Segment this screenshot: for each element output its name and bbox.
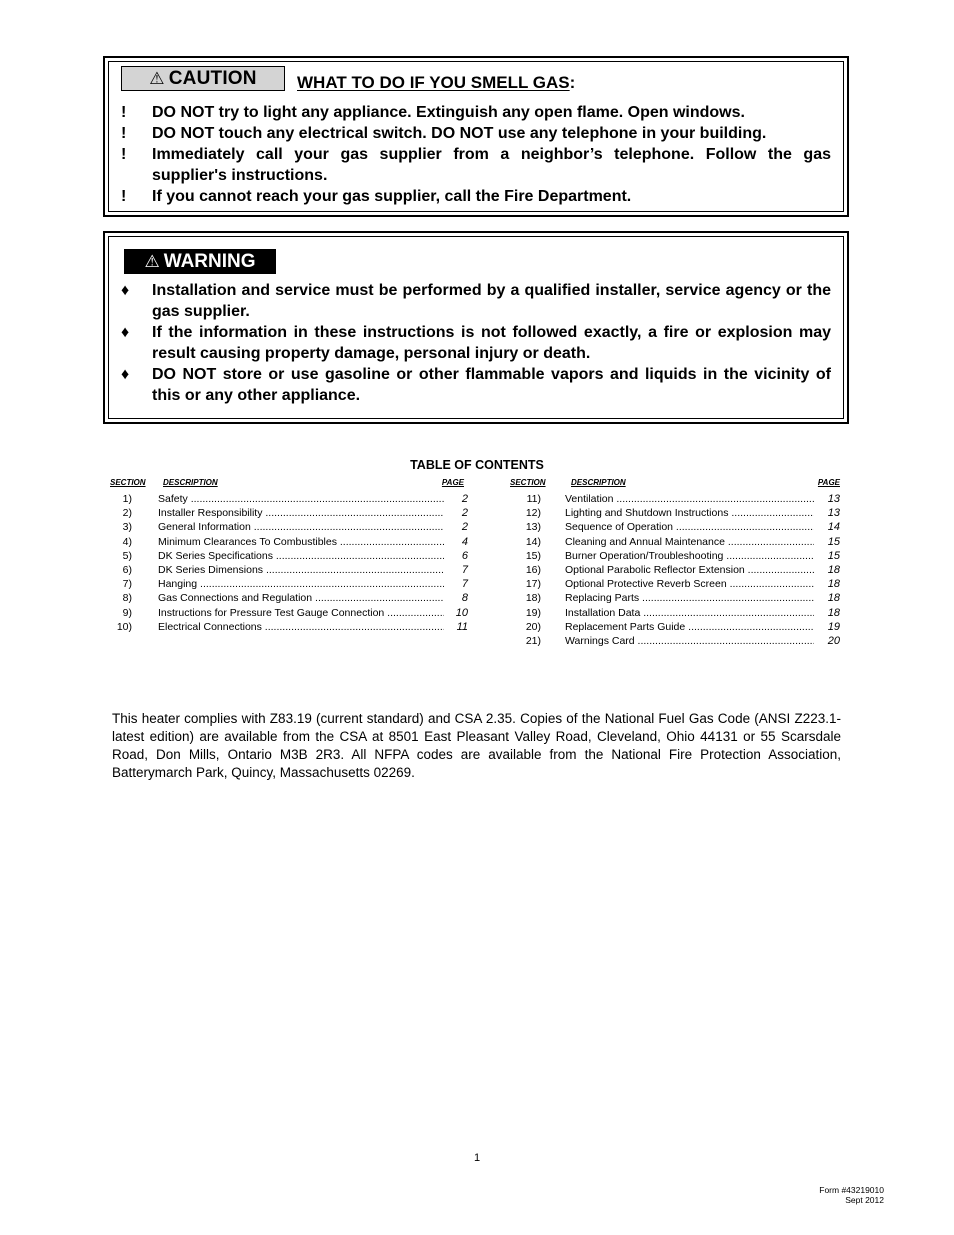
- toc-row: [110, 492, 470, 506]
- toc-left-header: [110, 478, 470, 492]
- caution-item: [121, 144, 831, 186]
- toc-section-number: 12): [525, 507, 541, 520]
- warning-list: [121, 280, 831, 406]
- exclamation-icon: !: [121, 104, 127, 121]
- toc-page-number: 18: [827, 563, 840, 576]
- toc-row: [110, 606, 470, 620]
- toc-row: [510, 620, 842, 634]
- caution-title-colon: :: [569, 73, 576, 92]
- toc-page-number: 7: [461, 563, 468, 576]
- toc-row: [110, 520, 470, 534]
- toc-section-number: 19): [525, 606, 541, 619]
- caution-badge-label: CAUTION: [168, 67, 257, 89]
- toc-row: [510, 492, 842, 506]
- toc-section-number: 21): [525, 634, 541, 647]
- toc-row: [510, 563, 842, 577]
- page-number: 1: [473, 1152, 481, 1164]
- toc-page-number: 18: [827, 606, 840, 619]
- warning-item: [121, 364, 831, 406]
- toc-description: Ventilation .....: [565, 492, 814, 506]
- warning-triangle-icon: ⚠: [149, 69, 165, 88]
- toc-description: DK Series Dimensions .....: [158, 563, 444, 577]
- toc-row: [110, 620, 470, 634]
- form-info: [819, 1185, 884, 1205]
- warning-item-text: Installation and service must be performed by a qualified installer, service agency or the gas supplier.: [152, 282, 831, 320]
- toc-description: Electrical Connections .....: [158, 620, 444, 634]
- toc-description: Optional Protective Reverb Screen .....: [565, 577, 814, 591]
- toc-description: Hanging .....: [158, 577, 444, 591]
- caution-item-text: DO NOT touch any electrical switch. DO NOT use any telephone in your building.: [152, 125, 767, 142]
- toc-row: [510, 520, 842, 534]
- toc-page-number: 13: [827, 507, 840, 520]
- toc-row: [110, 591, 470, 605]
- toc-section-number: 3): [122, 521, 132, 534]
- toc-row: [110, 563, 470, 577]
- toc-row: [510, 577, 842, 591]
- toc-description: Lighting and Shutdown Instructions .....: [565, 506, 814, 520]
- toc-section-number: 15): [525, 549, 541, 562]
- toc-description: Sequence of Operation .....: [565, 520, 814, 534]
- toc-section-number: 2): [122, 507, 132, 520]
- toc-row: [110, 535, 470, 549]
- toc-page-header: PAGE: [817, 478, 840, 487]
- toc-page-number: 19: [827, 620, 840, 633]
- warning-box: [103, 231, 849, 424]
- toc-section-number: 20): [525, 620, 541, 633]
- exclamation-icon: !: [121, 146, 127, 163]
- toc-section-number: 9): [122, 606, 132, 619]
- toc-title: TABLE OF CONTENTS: [410, 458, 544, 472]
- toc-section-number: 8): [122, 592, 132, 605]
- caution-box: [103, 56, 849, 217]
- warning-box-inner: [108, 236, 844, 419]
- toc-row: [510, 506, 842, 520]
- toc-section-header: SECTION: [110, 478, 146, 487]
- toc-section-number: 7): [122, 578, 132, 591]
- toc-section-number: 4): [122, 535, 132, 548]
- toc-page-header: PAGE: [441, 478, 464, 487]
- caution-item-text: Immediately call your gas supplier from a neighbor’s telephone. Follow the gas supplier's instructions.: [152, 146, 831, 184]
- warning-item-text: DO NOT store or use gasoline or other flammable vapors and liquids in the vicinity of this or any other appliance.: [152, 366, 831, 404]
- caution-list: [121, 102, 831, 207]
- compliance-statement: This heater complies with Z83.19 (current standard) and CSA 2.35. Copies of the National Fuel Gas Code (ANSI Z223.1-latest edition) are available from the CSA at 8501 East Pleasant Valley Road, Cleveland, Ohio 44131 or 55 Scarsdale Road, Don Mills, Ontario M3B 2R3. All NFPA codes are available from the National Fire Protection Association, Batterymarch Park, Quincy, Massachusetts 02269.: [112, 711, 841, 780]
- toc-description: Instructions for Pressure Test Gauge Connection .....: [158, 606, 444, 620]
- warning-triangle-icon: ⚠: [144, 252, 160, 271]
- diamond-bullet-icon: ♦: [121, 324, 130, 341]
- caution-badge: [121, 66, 285, 91]
- toc-page-number: 14: [827, 521, 840, 534]
- warning-badge: [124, 249, 276, 274]
- toc-page-number: 11: [456, 620, 468, 633]
- toc-row: [110, 506, 470, 520]
- toc-row: [510, 634, 842, 648]
- toc-row: [110, 577, 470, 591]
- form-number: Form #43219010: [819, 1185, 884, 1195]
- caution-box-inner: [108, 61, 844, 212]
- toc-description: Replacement Parts Guide .....: [565, 620, 814, 634]
- toc-description: Installation Data .....: [565, 606, 814, 620]
- toc-row: [510, 606, 842, 620]
- toc-page-number: 2: [461, 521, 468, 534]
- toc-page-number: 15: [827, 535, 840, 548]
- warning-badge-label: WARNING: [163, 250, 256, 272]
- toc-section-number: 17): [525, 578, 541, 591]
- toc-description: Safety .....: [158, 492, 444, 506]
- toc-right-column: [510, 478, 842, 648]
- toc-page-number: 18: [827, 592, 840, 605]
- toc-section-number: 10): [116, 620, 132, 633]
- warning-item: [121, 322, 831, 364]
- toc-description: Installer Responsibility .....: [158, 506, 444, 520]
- form-date: Sept 2012: [845, 1195, 884, 1205]
- toc-page-number: 15: [827, 549, 840, 562]
- exclamation-icon: !: [121, 125, 127, 142]
- exclamation-icon: !: [121, 188, 127, 205]
- toc-description-header: DESCRIPTION: [571, 478, 626, 487]
- toc-section-header: SECTION: [510, 478, 546, 487]
- toc-page-number: 20: [827, 634, 840, 647]
- toc-row: [110, 549, 470, 563]
- toc-section-number: 16): [525, 563, 541, 576]
- caution-item: [121, 123, 831, 144]
- toc-description: Minimum Clearances To Combustibles .....: [158, 535, 444, 549]
- diamond-bullet-icon: ♦: [121, 366, 130, 383]
- warning-item: [121, 280, 831, 322]
- diamond-bullet-icon: ♦: [121, 282, 130, 299]
- toc-description: Gas Connections and Regulation .....: [158, 591, 444, 605]
- toc-section-number: 6): [122, 563, 132, 576]
- toc-section-number: 14): [525, 535, 541, 548]
- toc-page-number: 2: [461, 507, 468, 520]
- toc-page-number: 18: [827, 578, 840, 591]
- caution-item: [121, 186, 831, 207]
- toc-description-header: DESCRIPTION: [163, 478, 218, 487]
- toc-description: Optional Parabolic Reflector Extension .....: [565, 563, 814, 577]
- toc-description: DK Series Specifications .....: [158, 549, 444, 563]
- toc-row: [510, 535, 842, 549]
- toc-description: Warnings Card .....: [565, 634, 814, 648]
- caution-title: [297, 73, 575, 93]
- toc-description: General Information .....: [158, 520, 444, 534]
- toc-page-number: 7: [461, 578, 468, 591]
- toc-page-number: 2: [461, 493, 468, 505]
- toc-row: [510, 591, 842, 605]
- caution-item-text: DO NOT try to light any appliance. Extinguish any open flame. Open windows.: [152, 104, 745, 121]
- toc-right-header: [510, 478, 842, 492]
- toc-section-number: 13): [525, 521, 541, 534]
- toc-page-number: 6: [461, 549, 468, 562]
- toc-page-number: 8: [461, 592, 468, 605]
- toc-row: [510, 549, 842, 563]
- toc-description: Replacing Parts .....: [565, 591, 814, 605]
- toc-left-column: [110, 478, 470, 634]
- caution-item: [121, 102, 831, 123]
- caution-title-text: WHAT TO DO IF YOU SMELL GAS: [297, 73, 570, 92]
- toc-description: Burner Operation/Troubleshooting .....: [565, 549, 814, 563]
- toc-section-number: 18): [525, 592, 541, 605]
- toc-section-number: 1): [122, 493, 132, 505]
- toc-page-number: 13: [827, 493, 840, 505]
- warning-item-text: If the information in these instructions is not followed exactly, a fire or explosion may result causing property damage, personal injury or death.: [152, 324, 831, 362]
- caution-item-text: If you cannot reach your gas supplier, call the Fire Department.: [152, 188, 632, 205]
- toc-description: Cleaning and Annual Maintenance .....: [565, 535, 814, 549]
- toc-section-number: 11): [526, 493, 541, 505]
- toc-page-number: 10: [455, 606, 468, 619]
- toc-section-number: 5): [122, 549, 132, 562]
- toc-page-number: 4: [461, 535, 468, 548]
